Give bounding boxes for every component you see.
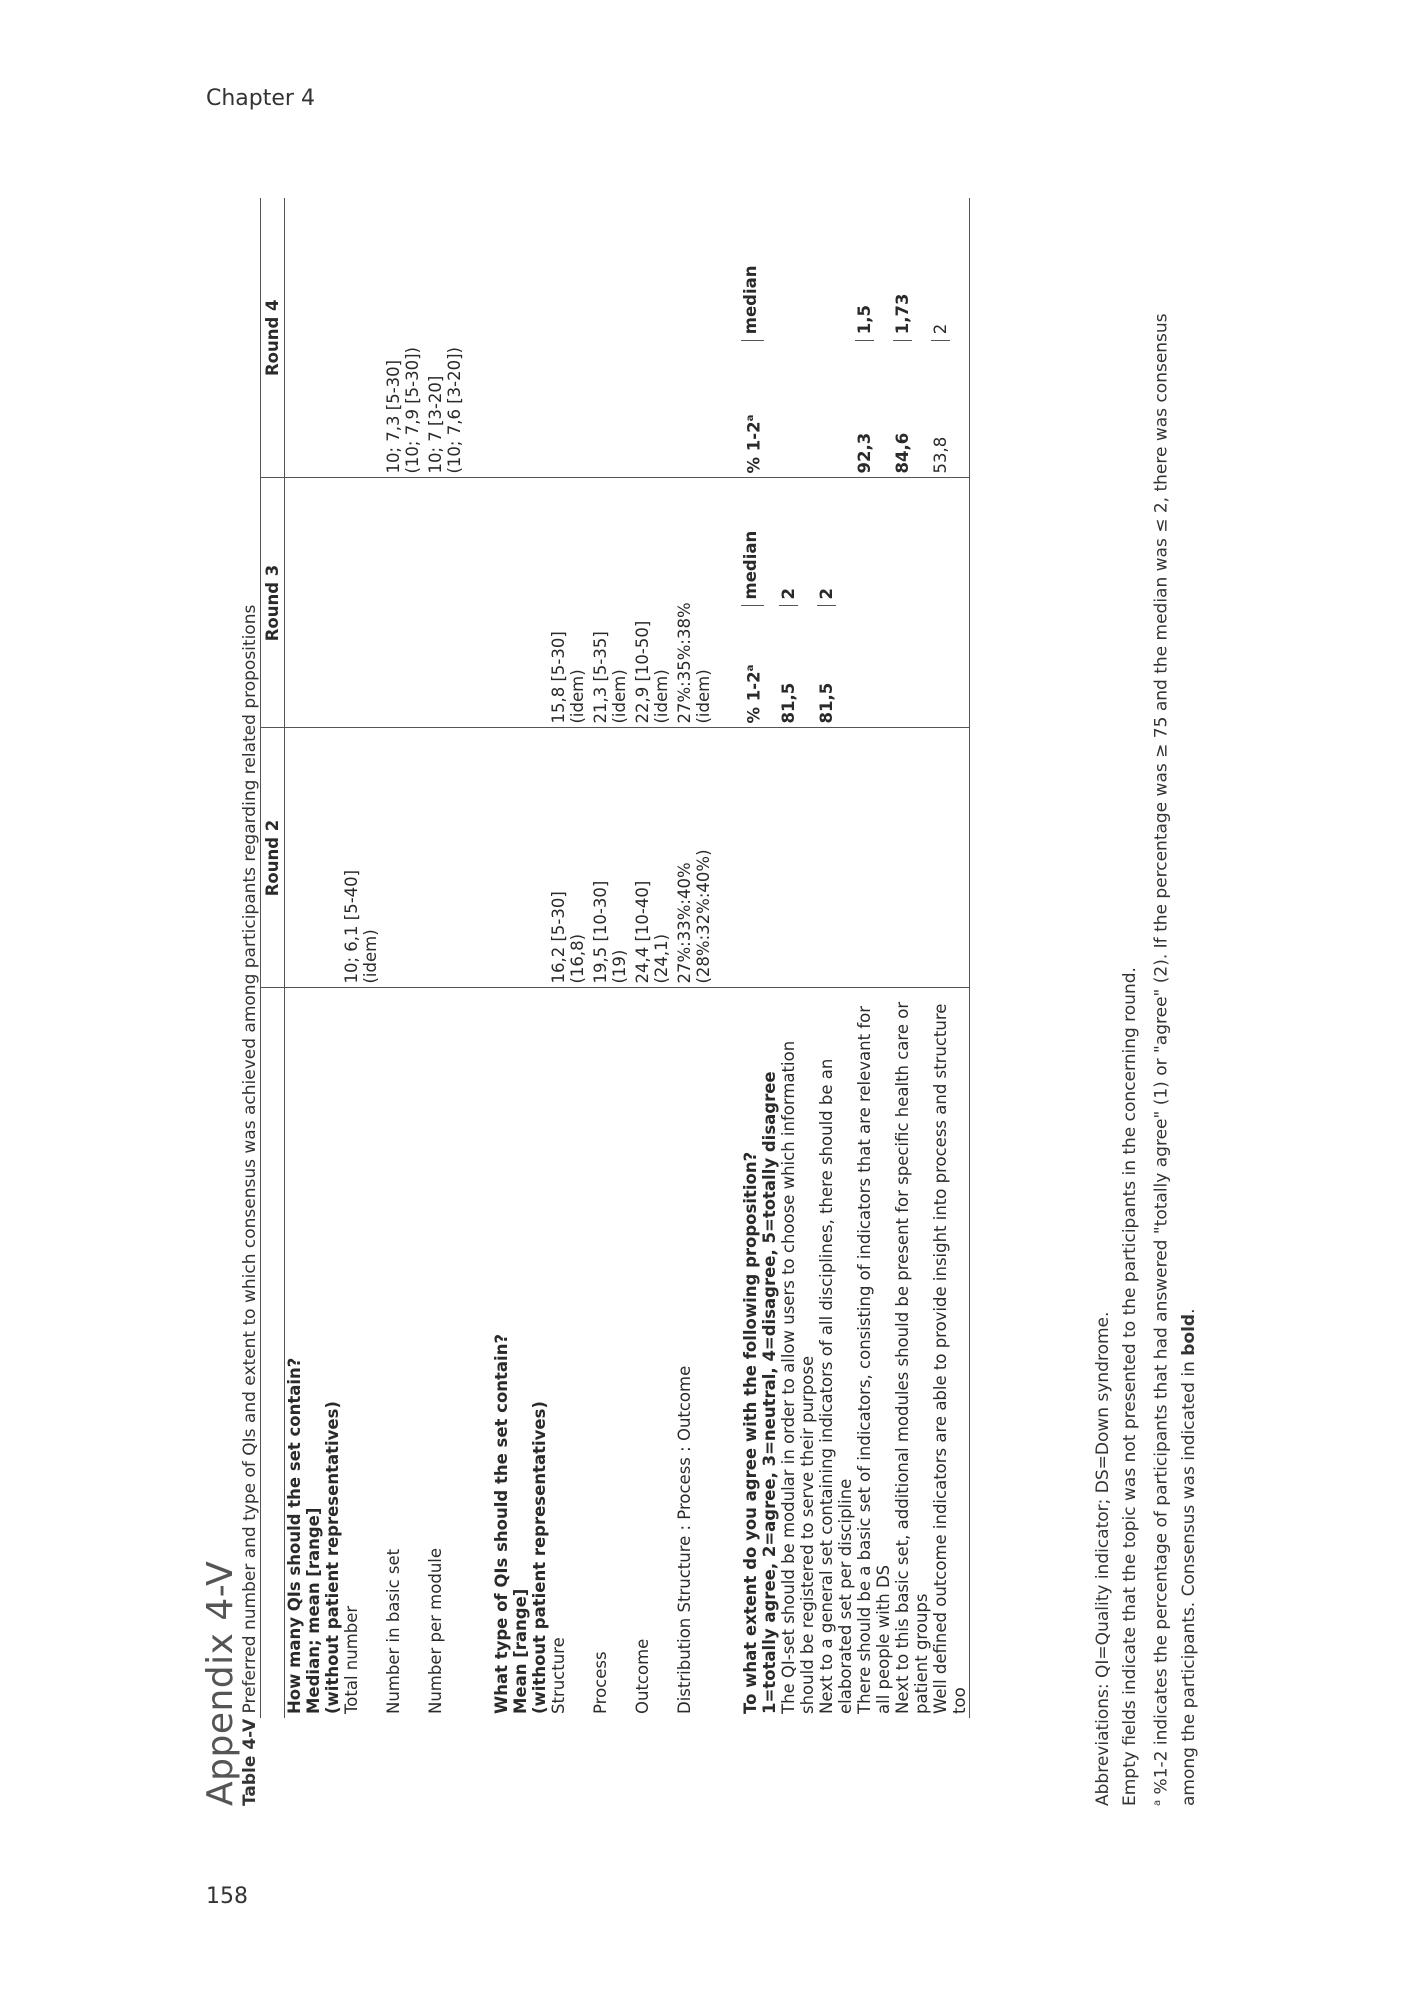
round4-cell-line: 10; 7 [3-20] <box>426 375 445 474</box>
row-label: Total number <box>342 1605 361 1714</box>
round2-cell-line: 16,2 [5-30] <box>549 891 568 984</box>
round2-cell-line: (24,1) <box>652 933 671 984</box>
col-header-round4: Round 4 <box>261 198 285 478</box>
round3-result <box>855 478 893 728</box>
round3-cell-line: 27%:35%:38% <box>675 602 694 724</box>
results-table <box>260 198 970 1718</box>
section-heading-line: How many QIs should the set contain? <box>285 1357 304 1714</box>
round4-median: 1,5 <box>855 202 874 341</box>
round4-cell <box>426 198 468 478</box>
round2-cell-line: (19) <box>610 949 629 984</box>
table-caption-label: Table 4-V <box>240 1718 260 1806</box>
round3-pct: 81,5 <box>817 682 836 724</box>
round2-cell <box>591 728 633 988</box>
round4-cell <box>633 198 675 478</box>
chapter-header: Chapter 4 <box>206 86 315 111</box>
section-heading-row <box>741 198 779 1718</box>
proposition-label: Well defined outcome indicators are able to provide insight into process and structure too <box>931 988 970 1718</box>
round3-cell-line: 15,8 [5-30] <box>549 631 568 724</box>
round3-cell-line: (idem) <box>568 669 587 724</box>
round4-result <box>893 198 931 478</box>
round2-cell-line: (16,8) <box>568 933 587 984</box>
round2-cell-line: (idem) <box>361 929 380 984</box>
footnote-marker: a <box>1152 1799 1163 1806</box>
round2-cell <box>384 728 426 988</box>
round3-median: 2 <box>817 483 836 607</box>
table-caption-text: Preferred number and type of QIs and extent to which consensus was achieved among participants regarding related propositions <box>240 604 260 1714</box>
footnote-line2: among the participants. Consensus was indicated in <box>1178 1355 1199 1806</box>
row-label: Process <box>591 1651 610 1714</box>
page-number: 158 <box>206 1884 248 1909</box>
round4-result <box>855 198 893 478</box>
round4-cell-line: 10; 7,3 [5-30] <box>384 359 403 474</box>
footnote-bold: bold <box>1178 1313 1199 1356</box>
proposition-label: Next to a general set containing indicators of all disciplines, there should be an elaborated set per discipline <box>817 1058 855 1714</box>
section-heading-line: (without patient representatives) <box>323 1401 342 1714</box>
round3-cell-line: 22,9 [10-50] <box>633 620 652 724</box>
footnote-line1: %1-2 indicates the percentage of participants that had answered "totally agree" (1) or "agree" (2). If the percentage was ≥ 75 and the median was ≤ 2, there was consensus <box>1151 313 1172 1795</box>
round4-pct: 84,6 <box>893 432 912 474</box>
round2-cell-line: 10; 6,1 [5-40] <box>342 869 361 984</box>
median-subheader: median <box>741 483 764 607</box>
round3-result <box>817 478 855 728</box>
round3-cell <box>426 478 468 728</box>
round3-cell <box>675 478 717 728</box>
section-heading-row <box>285 198 343 1718</box>
row-label: Distribution Structure : Process : Outcome <box>675 1365 694 1714</box>
round2-cell <box>675 728 717 988</box>
round4-result <box>817 198 855 478</box>
table-row <box>931 198 970 1718</box>
empty-fields-note: Empty fields indicate that the topic was not presented to the participants in the concerning round. <box>1120 967 1140 1806</box>
proposition-label: There should be a basic set of indicators, consisting of indicators that are relevant for all people with DS <box>855 1005 893 1714</box>
round3-cell <box>549 478 591 728</box>
round3-cell <box>342 478 384 728</box>
round2-cell <box>426 728 468 988</box>
round3-cell <box>384 478 426 728</box>
pct-subheader: % 1-2$^a$ <box>744 664 764 724</box>
section-heading-line: Median; mean [range] <box>304 1507 323 1714</box>
round3-cell-line: (idem) <box>610 669 629 724</box>
pct-subheader: % 1-2$^a$ <box>744 414 764 474</box>
median-subheader: median <box>741 202 764 341</box>
table-row <box>817 198 855 1718</box>
round4-subheader <box>741 198 779 478</box>
round4-cell <box>342 198 384 478</box>
table-row <box>342 198 384 1718</box>
round2-cell-line: (28%:32%:40%) <box>694 849 713 984</box>
round2-cell <box>633 728 675 988</box>
table-row <box>893 198 931 1718</box>
round2-cell-line: 19,5 [10-30] <box>591 880 610 984</box>
row-label: Number per module <box>426 1547 445 1714</box>
round4-pct: 53,8 <box>931 436 950 474</box>
round2-cell-line: 24,4 [10-40] <box>633 880 652 984</box>
table-row <box>633 198 675 1718</box>
footnote-end: . <box>1178 1308 1199 1314</box>
round4-cell <box>591 198 633 478</box>
round3-result <box>931 478 970 728</box>
round3-pct: 81,5 <box>779 682 798 724</box>
round4-cell <box>384 198 426 478</box>
round4-cell <box>549 198 591 478</box>
round4-pct: 92,3 <box>855 432 874 474</box>
footnote-a <box>1144 313 1176 1806</box>
round2-cell <box>549 728 591 988</box>
round3-cell-line: (idem) <box>694 669 713 724</box>
round4-cell <box>675 198 717 478</box>
table-row <box>779 198 817 1718</box>
footnote-a-cont <box>1176 313 1203 1806</box>
abbreviations-note: Abbreviations: QI=Quality indicator; DS=Down syndrome. <box>1093 1311 1113 1806</box>
round2-cell-line: 27%:33%:40% <box>675 862 694 984</box>
round4-result <box>931 198 970 478</box>
section-heading <box>285 988 343 1718</box>
table-row <box>591 198 633 1718</box>
proposition-label: Next to this basic set, additional modules should be present for specific health care or patient groups <box>893 1001 931 1714</box>
appendix-title: Appendix 4-V <box>200 1560 241 1806</box>
round4-median: 1,73 <box>893 202 912 341</box>
table-row <box>855 198 893 1718</box>
section-heading-line: What type of QIs should the set contain? <box>492 1333 511 1714</box>
section-heading-line: Mean [range] <box>511 1588 530 1714</box>
table-row <box>549 198 591 1718</box>
col-header-blank <box>261 988 285 1718</box>
round3-cell <box>633 478 675 728</box>
round3-cell-line: 21,3 [5-35] <box>591 631 610 724</box>
table-body <box>285 198 970 1718</box>
row-label: Outcome <box>633 1638 652 1714</box>
section-heading <box>492 988 549 1718</box>
section-heading-row <box>492 198 549 1718</box>
round3-cell <box>591 478 633 728</box>
table-notes <box>1090 313 1203 1806</box>
section-heading-line: To what extent do you agree with the following proposition? <box>741 1151 760 1714</box>
table-caption <box>240 605 260 1806</box>
row-label: Number in basic set <box>384 1548 403 1714</box>
round3-result <box>893 478 931 728</box>
round2-cell <box>342 728 384 988</box>
round4-cell-line: (10; 7,9 [5-30]) <box>403 347 422 474</box>
section-heading <box>741 988 779 1718</box>
round4-cell-line: (10; 7,6 [3-20]) <box>445 347 464 474</box>
proposition-label: The QI-set should be modular in order to allow users to choose which information should be registered to serve their purpose <box>779 1040 817 1714</box>
col-header-round3: Round 3 <box>261 478 285 728</box>
round4-median: 2 <box>931 202 950 341</box>
rotated-page-content <box>200 186 1199 1806</box>
section-heading-line: 1=totally agree, 2=agree, 3=neutral, 4=disagree, 5=totally disagree <box>760 1071 779 1714</box>
round4-result <box>779 198 817 478</box>
round3-result <box>779 478 817 728</box>
row-label: Structure <box>549 1637 568 1714</box>
round3-subheader <box>741 478 779 728</box>
round3-cell-line: (idem) <box>652 669 671 724</box>
table-row <box>675 198 717 1718</box>
table-row <box>426 198 468 1718</box>
table-row <box>384 198 426 1718</box>
section-heading-line: (without patient representatives) <box>530 1401 549 1714</box>
col-header-round2: Round 2 <box>261 728 285 988</box>
round3-median: 2 <box>779 483 798 607</box>
